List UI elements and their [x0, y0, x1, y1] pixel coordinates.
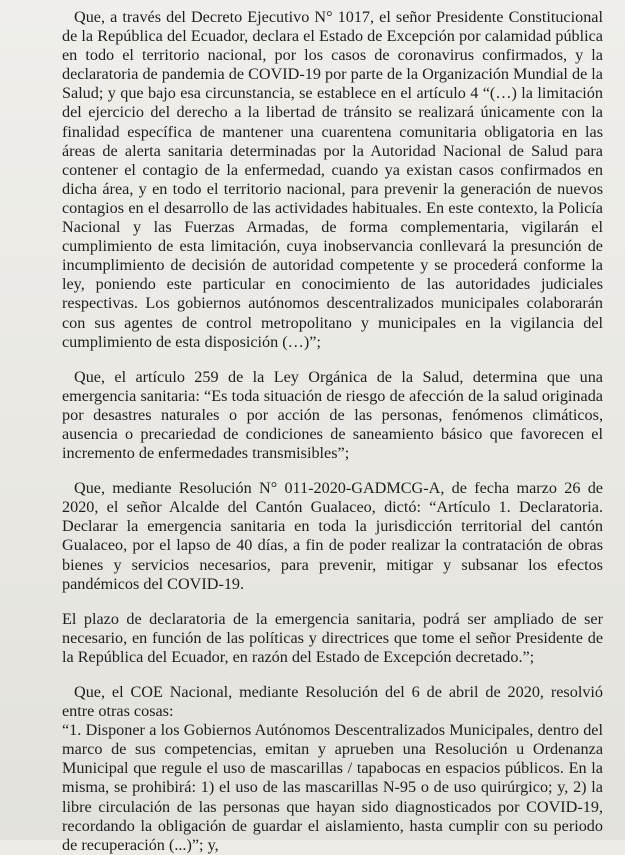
- paragraph-resolucion-011: Que, mediante Resolución N° 011-2020-GADMCG-A, de fecha marzo 26 de 2020, el señor Alcalde del Cantón Gualaceo, dictó: “Artículo 1. Declaratoria. Declarar la emergencia sanitaria en toda la jurisdicción territorial del cantón Gualaceo, por el lapso de 40 días, a fin de poder realizar la contratación de obras bienes y servicios necesarios, para prevenir, mitigar y subsanar los efectos pandémicos del COVID-19.: [62, 479, 603, 593]
- paragraph-decreto-1017: Que, a través del Decreto Ejecutivo N° 1017, el señor Presidente Constitucional de la República del Ecuador, declara el Estado de Excepción por calamidad pública en todo el territorio nacional, por los casos de coronavirus confirmados, y la declaratoria de pandemia de COVID-19 por parte de la Organización Mundial de la Salud; y que bajo esa circunstancia, se establece en el artículo 4 “(…) la limitación del ejercicio del derecho a la libertad de tránsito se realizará únicamente con la finalidad específica de mantener una cuarentena comunitaria obligatoria en las áreas de alerta sanitaria determinadas por la Autoridad Nacional de Salud para contener el contagio de la enfermedad, cuando ya existan casos confirmados en dicha área, y en todo el territorio nacional, para prevenir la generación de nuevos contagios en el desarrollo de las actividades habituales. En este contexto, la Policía Nacional y las Fuerzas Armadas, de forma complementaria, vigilarán el cumplimiento de esta limitación, cuya inobservancia conllevará la presunción de incumplimiento de decisión de autoridad competente y se procederá conforme la ley, poniendo este particular en conocimiento de las autoridades judiciales respectivas. Los gobiernos autónomos descentralizados municipales colaborarán con sus agentes de control metropolitano y municipales en la vigilancia del cumplimiento de esta disposición (…)”;: [62, 8, 603, 351]
- paragraph-plazo-declaratoria: El plazo de declaratoria de la emergencia sanitaria, podrá ser ampliado de ser necesario, en función de las políticas y directrices que tome el señor Presidente de la República del Ecuador, en razón del Estado de Excepción decretado.”;: [62, 609, 603, 666]
- paragraph-disposicion-mascarillas: “1. Disponer a los Gobiernos Autónomos Descentralizados Municipales, dentro del marco de sus competencias, emitan y aprueben una Resolución u Ordenanza Municipal que regule el uso de mascarillas / tapabocas en espacios públicos. En la misma, se prohibirá: 1) el uso de las mascarillas N-95 o de uso quirúrgico; y, 2) la libre circulación de las personas que hayan sido diagnosticados por COVID-19, recordando la obligación de guardar el aislamiento, hasta cumplir con su periodo de recuperación (...)”; y,: [62, 721, 603, 854]
- paragraph-coe-nacional: Que, el COE Nacional, mediante Resolución del 6 de abril de 2020, resolvió entre otras cosas:: [62, 683, 603, 721]
- paragraph-articulo-259: Que, el artículo 259 de la Ley Orgánica de la Salud, determina que una emergencia sanitaria: “Es toda situación de riesgo de afección de la salud originada por desastres naturales o por acción de las personas, fenómenos climáticos, ausencia o precariedad de condiciones de saneamiento básico que favorecen el incremento de enfermedades transmisibles”;: [62, 367, 603, 463]
